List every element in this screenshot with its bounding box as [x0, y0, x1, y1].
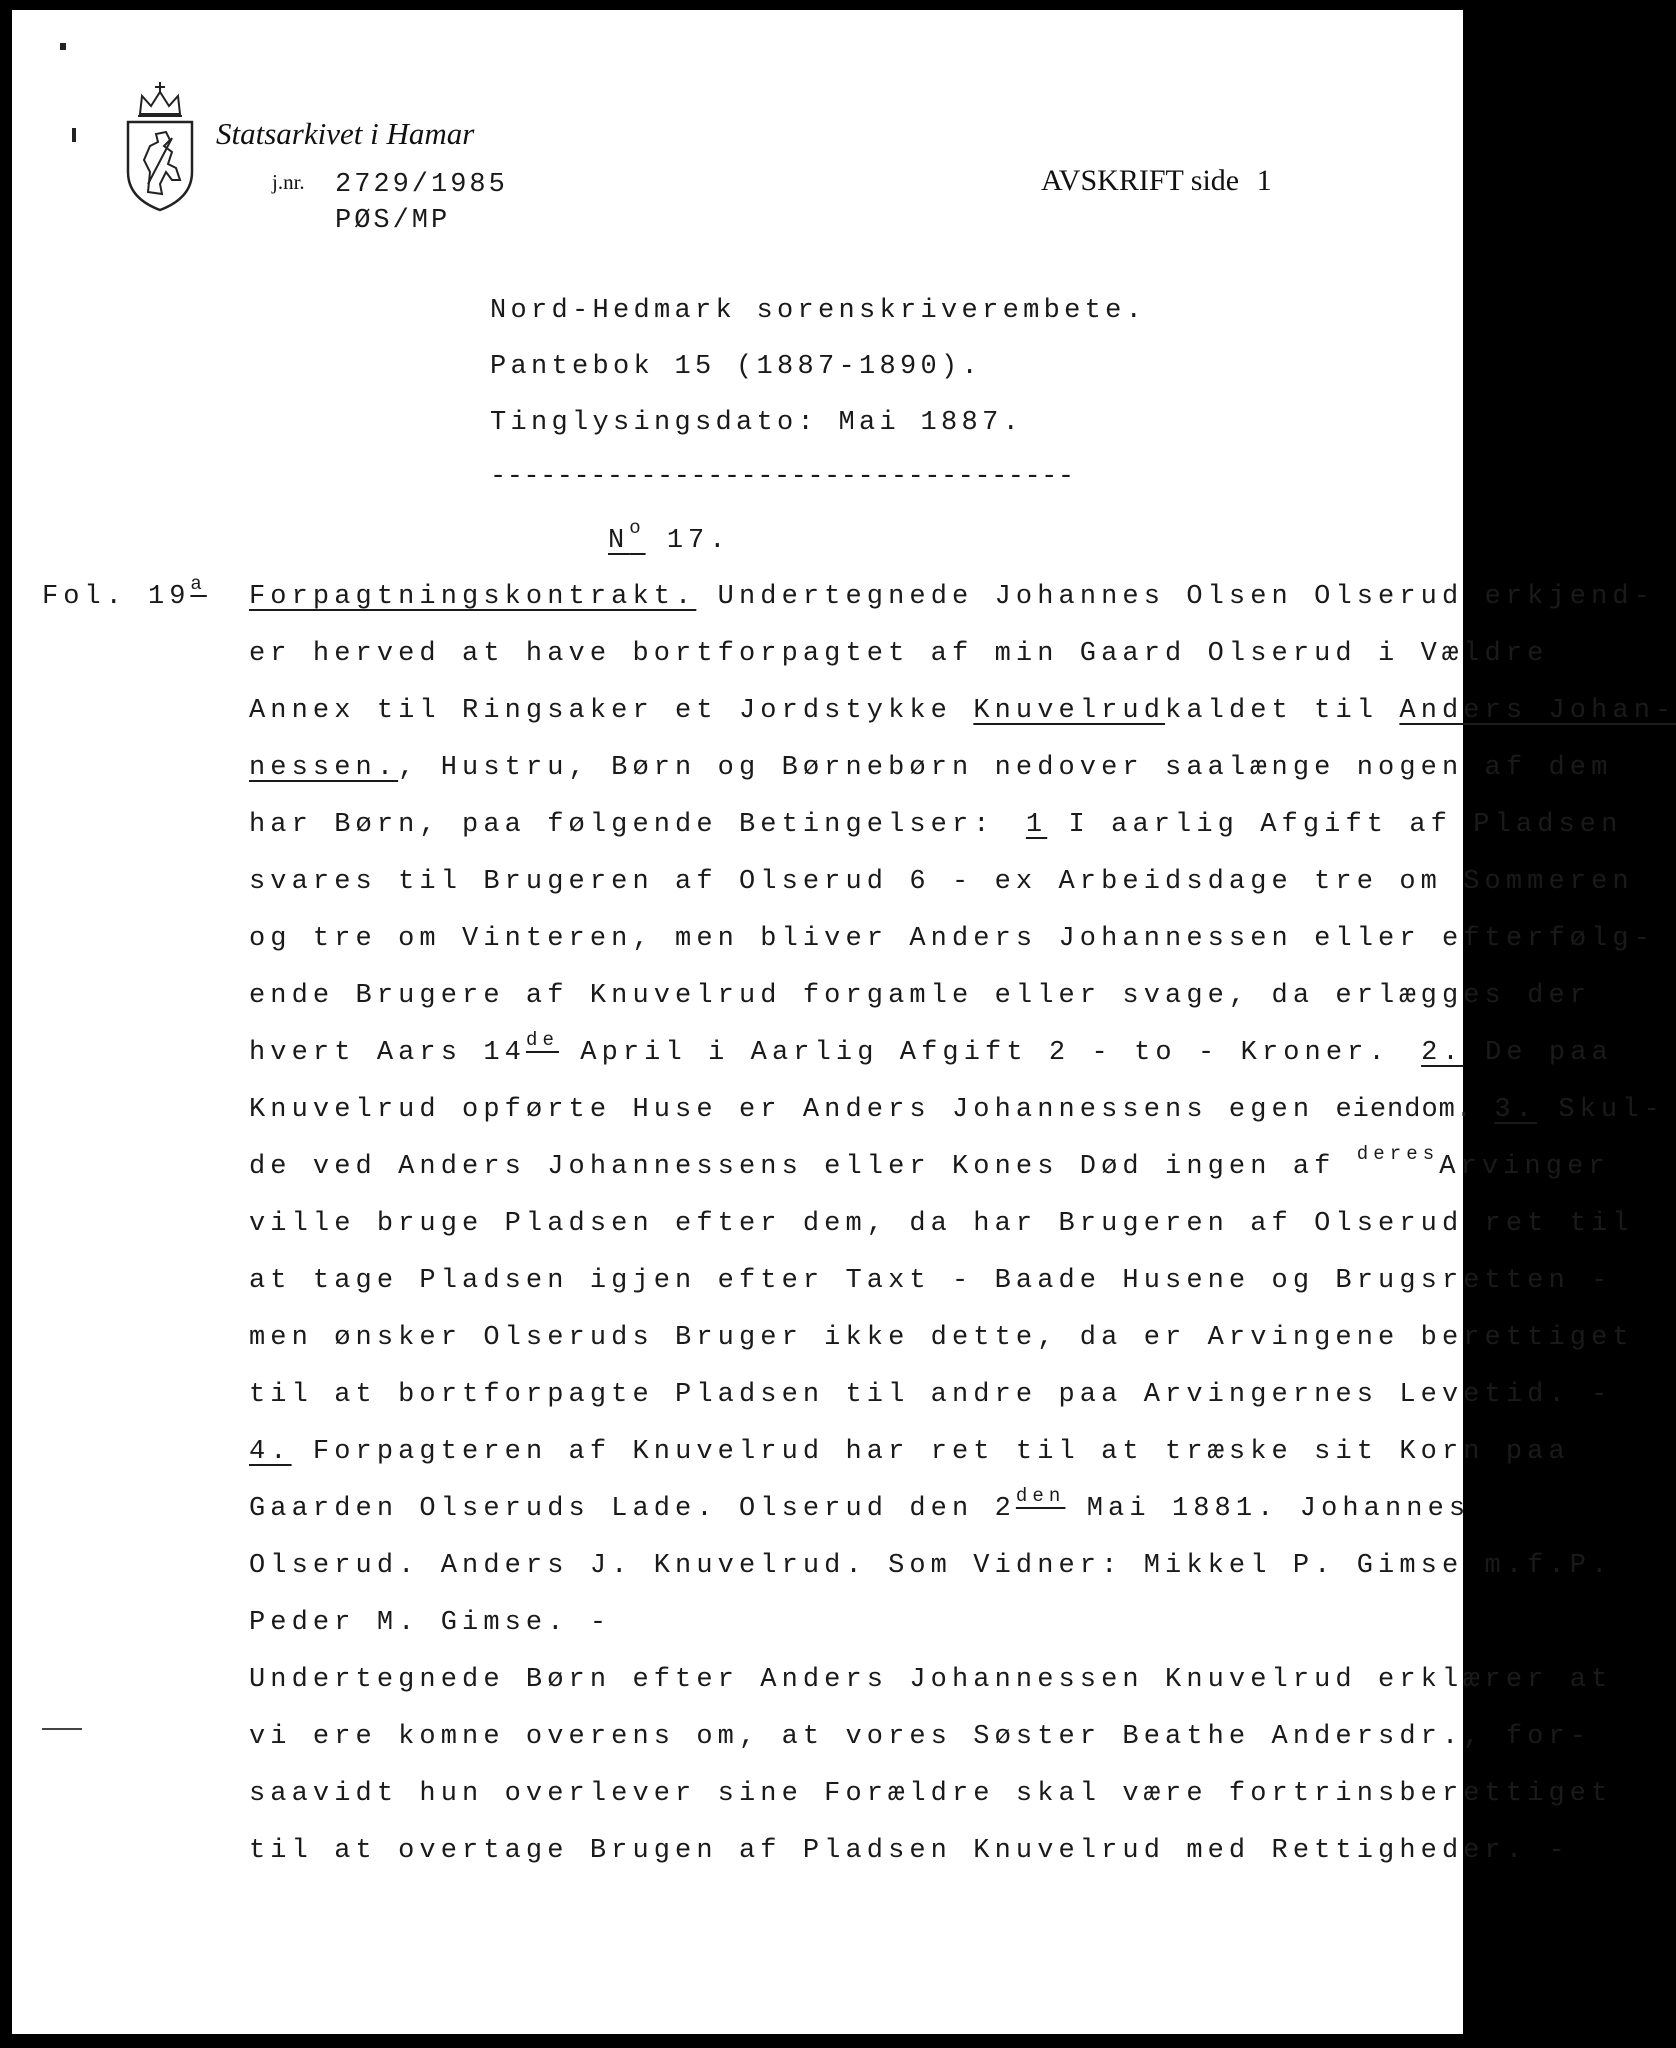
- page-number: 1: [1256, 164, 1272, 197]
- clause-number: 4.: [249, 1437, 292, 1467]
- copy-label: [1041, 164, 1272, 198]
- text-line: har Børn, paa følgende Betingelser: 1 I aarlig Afgift af Pladsen: [249, 810, 1623, 840]
- text-line: ville bruge Pladsen efter dem, da har Brugeren af Olserud ret til: [249, 1209, 1634, 1239]
- tenant-name-cont: nessen.: [249, 753, 399, 783]
- entry-number-prefix: $N^o$: [608, 517, 646, 556]
- text-line: til at overtage Brugen af Pladsen Knuvelrud med Rettigheder. -: [249, 1836, 1570, 1866]
- margin-dash: [42, 1728, 82, 1730]
- source-book: Pantebok 15 (1887-1890).: [490, 352, 983, 382]
- text-line: til at bortforpagte Pladsen til andre paa Arvingernes Levetid. -: [249, 1380, 1613, 1410]
- clause-number: 2.: [1421, 1038, 1464, 1068]
- text-line: men ønsker Olseruds Bruger ikke dette, da er Arvingene berettiget: [249, 1323, 1634, 1353]
- text-line: Peder M. Gimse. -: [249, 1608, 612, 1638]
- entry-number: [608, 517, 731, 556]
- contract-title: Forpagtningskontrakt.: [249, 582, 697, 612]
- text-line: nessen., Hustru, Børn og Børnebørn nedover saalænge nogen af dem: [249, 753, 1613, 783]
- punch-mark: [60, 43, 66, 50]
- copy-label-text: AVSKRIFT side: [1041, 164, 1240, 197]
- text-line: Knuvelrud opførte Huse er Anders Johannessens egen eiendom. 3. Skul-: [249, 1095, 1665, 1125]
- folio-reference: Fol. 19$^a$: [42, 573, 207, 612]
- tenant-name: Anders Johan-: [1399, 696, 1676, 726]
- text-line: at tage Pladsen igjen efter Taxt - Baade Husene og Brugsretten -: [249, 1266, 1613, 1296]
- separator: -----------------------------------: [490, 462, 1075, 492]
- text-line: hvert Aars 14de April i Aarlig Afgift 2 - to - Kroner. 2. De paa: [249, 1029, 1613, 1068]
- source-office: Nord-Hedmark sorenskriverembete.: [490, 296, 1147, 326]
- text-line: er herved at have bortforpagtet af min Gaard Olserud i Vældre: [249, 639, 1549, 669]
- text-line: saavidt hun overlever sine Forældre skal være fortrinsberettiget: [249, 1779, 1613, 1809]
- text-line: Forpagtningskontrakt. Undertegnede Johannes Olsen Olserud erkjend-: [249, 582, 1655, 612]
- text-line: Annex til Ringsaker et Jordstykke Knuvelrudkaldet til Anders Johan-: [249, 696, 1676, 726]
- archive-name: Statsarkivet i Hamar: [216, 116, 475, 151]
- text-line: Undertegnede Børn efter Anders Johannessen Knuvelrud erklærer at: [249, 1665, 1613, 1695]
- place-name: Knuvelrud: [973, 696, 1166, 726]
- text-line: Gaarden Olseruds Lade. Olserud den $2^{den}$ Mai 1881. Johannes: [249, 1485, 1471, 1524]
- folio-sup: a: [190, 573, 207, 595]
- initials: PØS/MP: [335, 206, 451, 236]
- text-line: svares til Brugeren af Olserud 6 - ex Arbeidsdage tre om Sommeren: [249, 867, 1634, 897]
- punch-mark: [72, 128, 76, 142]
- journal-label: j.nr.: [272, 170, 305, 194]
- text-line: vi ere komne overens om, at vores Søster Beathe Andersdr., for-: [249, 1722, 1592, 1752]
- entry-number-value: 17.: [666, 526, 731, 556]
- clause-number: 1: [1025, 810, 1048, 840]
- clause-number: 3.: [1494, 1095, 1537, 1125]
- text-line: Olserud. Anders J. Knuvelrud. Som Vidner: Mikkel P. Gimse m.f.P.: [249, 1551, 1613, 1581]
- source-date: Tinglysingsdato: Mai 1887.: [490, 408, 1024, 438]
- text-line: de ved Anders Johannessens eller Kones Død ingen af $^{deres}$Arvinger: [249, 1143, 1610, 1182]
- coat-of-arms-icon: [120, 80, 200, 216]
- document-page: [12, 10, 1676, 2034]
- journal-number: 2729/1985: [335, 170, 508, 200]
- text-line: ende Brugere af Knuvelrud forgamle eller svage, da erlægges der: [249, 981, 1592, 1011]
- text-line: 4. Forpagteren af Knuvelrud har ret til at træske sit Korn paa: [249, 1437, 1570, 1467]
- text-line: og tre om Vinteren, men bliver Anders Johannessen eller efterfølg-: [249, 924, 1655, 954]
